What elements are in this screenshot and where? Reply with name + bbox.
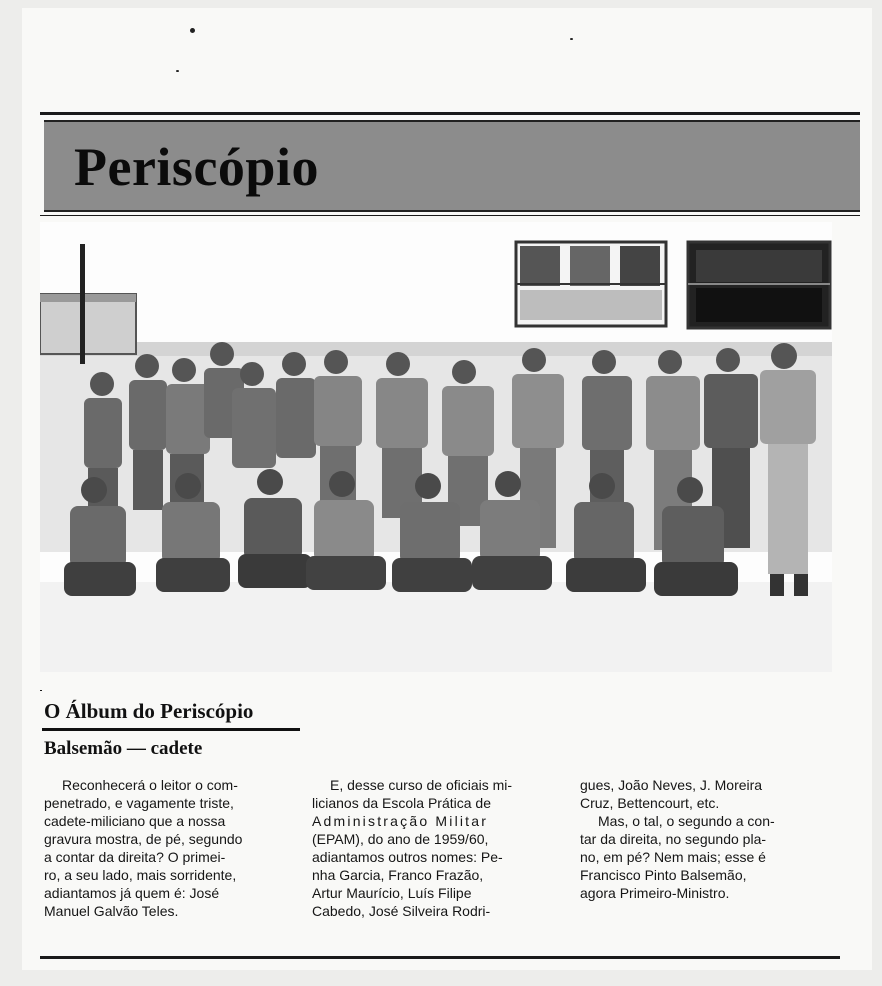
text-line: Manuel Galvão Teles. — [44, 903, 179, 919]
text-line: no, em pé? Nem mais; esse é — [580, 849, 766, 865]
text-line: adiantamos já quem é: José — [44, 885, 220, 901]
text-line: Artur Maurício, Luís Filipe — [312, 885, 472, 901]
text-line: Reconhecerá o leitor o com- — [62, 777, 238, 793]
window-right — [688, 242, 830, 328]
text-line: Administração Militar — [312, 813, 489, 829]
bottom-rule — [40, 956, 840, 959]
ink-speck — [176, 70, 179, 72]
text-line: tar da direita, no segundo pla- — [580, 831, 767, 847]
text-line: ro, a seu lado, mais sorridente, — [44, 867, 237, 883]
text-line: E, desse curso de oficiais mi- — [330, 777, 513, 793]
photo-bottom-rule — [40, 690, 42, 691]
text-line: gues, João Neves, J. Moreira — [580, 777, 763, 793]
group-photo — [40, 222, 832, 672]
header-title: Periscópio — [74, 137, 319, 197]
text-line: cadete-miliciano que a nossa — [44, 813, 226, 829]
ink-speck — [190, 28, 195, 33]
text-line: nha Garcia, Franco Frazão, — [312, 867, 484, 883]
text-line: (EPAM), do ano de 1959/60, — [312, 831, 489, 847]
text-line: a contar da direita? O primei- — [44, 849, 226, 865]
banner-underline — [40, 215, 860, 216]
text-line: licianos da Escola Prática de — [312, 795, 491, 811]
section-heading: O Álbum do Periscópio — [44, 699, 254, 723]
text-line: gravura mostra, de pé, segundo — [44, 831, 243, 847]
text-line: Francisco Pinto Balsemão, — [580, 867, 747, 883]
top-rule — [40, 112, 860, 115]
text-line: Cabedo, José Silveira Rodri- — [312, 903, 491, 919]
header-banner — [44, 120, 860, 212]
section-rule — [42, 728, 300, 731]
text-column-3 — [580, 776, 775, 902]
photo-illustration — [40, 222, 832, 672]
ink-speck — [570, 38, 573, 40]
article-subtitle: Balsemão — cadete — [44, 738, 203, 759]
text-line: Cruz, Bettencourt, etc. — [580, 795, 720, 811]
text-line: Mas, o tal, o segundo a con- — [598, 813, 775, 829]
text-line: adiantamos outros nomes: Pe- — [312, 849, 503, 865]
text-line: agora Primeiro-Ministro. — [580, 885, 730, 901]
text-column-1 — [44, 776, 242, 920]
window-left — [516, 242, 666, 326]
text-column-2 — [312, 776, 512, 920]
text-line: penetrado, e vagamente triste, — [44, 795, 234, 811]
